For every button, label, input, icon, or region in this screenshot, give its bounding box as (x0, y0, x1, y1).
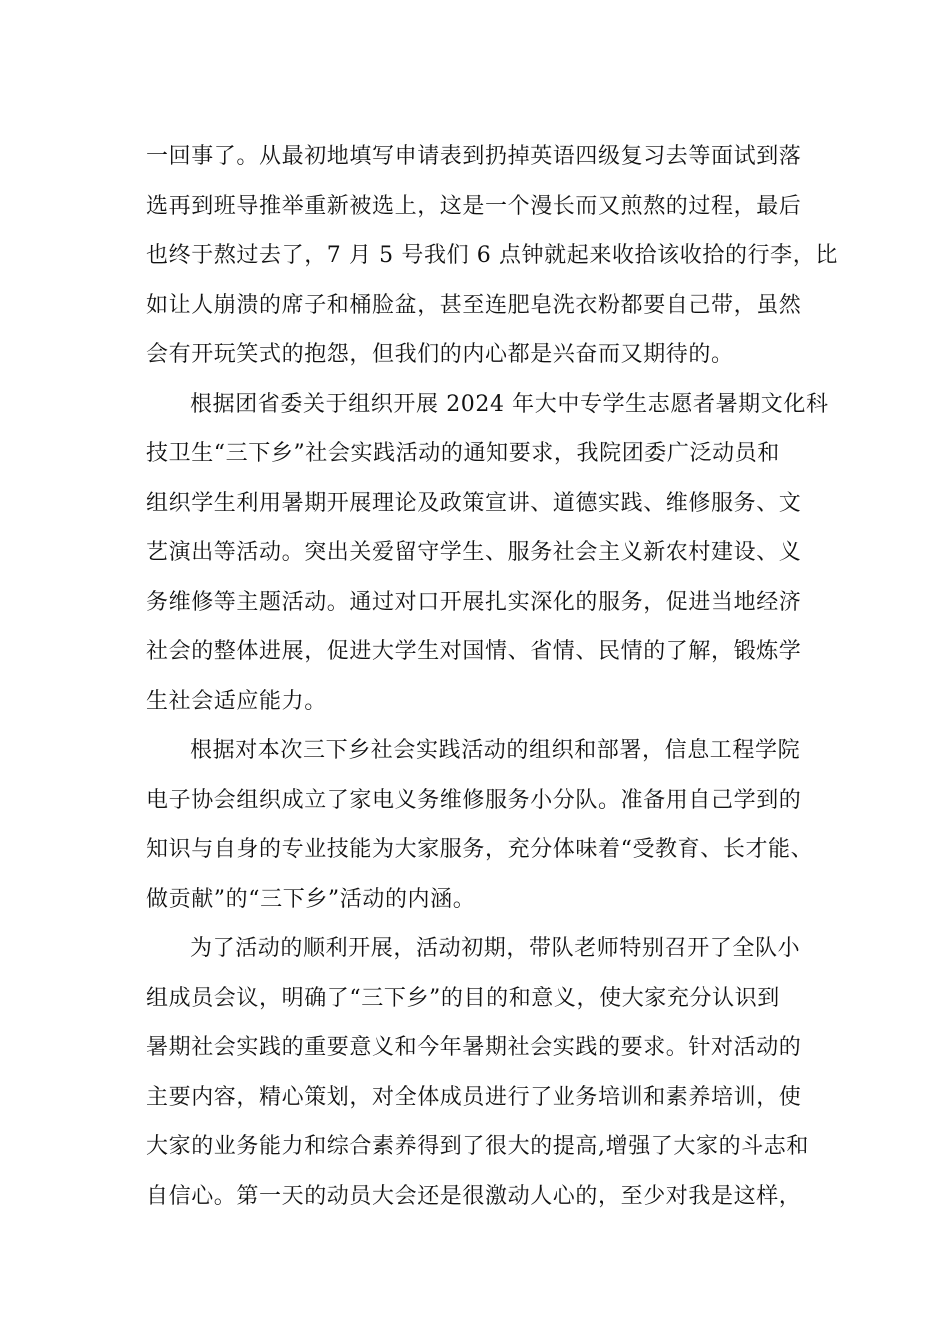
text-line: 根据团省委关于组织开展 2024 年大中专学生志愿者暑期文化科 (190, 391, 829, 417)
text-line: 技卫生“三下乡”社会实践活动的通知要求，我院团委广泛动员和 (146, 441, 780, 466)
text-line: 务维修等主题活动。通过对口开展扎实深化的服务，促进当地经济 (146, 589, 802, 615)
text-line: 生社会适应能力。 (146, 688, 327, 714)
text-line: 也终于熬过去了，7 月 5 号我们 6 点钟就起来收拾该收拾的行李，比 (146, 243, 838, 268)
text-line: 如让人崩溃的席子和桶脸盆，甚至连肥皂洗衣粉都要自己带，虽然 (146, 292, 802, 318)
text-line: 电子协会组织成立了家电义务维修服务小分队。准备用自己学到的 (146, 787, 802, 813)
text-line: 社会的整体进展，促进大学生对国情、省情、民情的了解，锻炼学 (146, 639, 802, 664)
text-line: 自信心。第一天的动员大会还是很激动人心的，至少对我是这样， (146, 1183, 802, 1209)
text-line: 为了活动的顺利开展，活动初期，带队老师特别召开了全队小 (190, 936, 801, 961)
text-line: 做贡献”的“三下乡”活动的内涵。 (146, 886, 476, 912)
text-line: 艺演出等活动。突出关爱留守学生、服务社会主义新农村建设、义 (146, 540, 802, 565)
text-line: 大家的业务能力和综合素养得到了很大的提高,增强了大家的斗志和 (146, 1134, 809, 1159)
text-line: 一回事了。从最初地填写申请表到扔掉英语四级复习去等面试到落 (146, 144, 802, 169)
text-line: 会有开玩笑式的抱怨，但我们的内心都是兴奋而又期待的。 (146, 342, 734, 367)
text-line: 根据对本次三下乡社会实践活动的组织和部署，信息工程学院 (190, 738, 801, 763)
text-line: 主要内容，精心策划，对全体成员进行了业务培训和素养培训，使 (146, 1084, 802, 1110)
text-line: 组织学生利用暑期开展理论及政策宣讲、道德实践、维修服务、文 (146, 490, 802, 516)
text-line: 组成员会议，明确了“三下乡”的目的和意义，使大家充分认识到 (146, 985, 780, 1011)
text-line: 选再到班导推举重新被选上，这是一个漫长而又煎熬的过程，最后 (146, 193, 802, 219)
text-line: 暑期社会实践的重要意义和今年暑期社会实践的要求。针对活动的 (146, 1035, 802, 1060)
text-line: 知识与自身的专业技能为大家服务，充分体味着“受教育、长才能、 (146, 837, 814, 862)
body-text (146, 132, 838, 1221)
